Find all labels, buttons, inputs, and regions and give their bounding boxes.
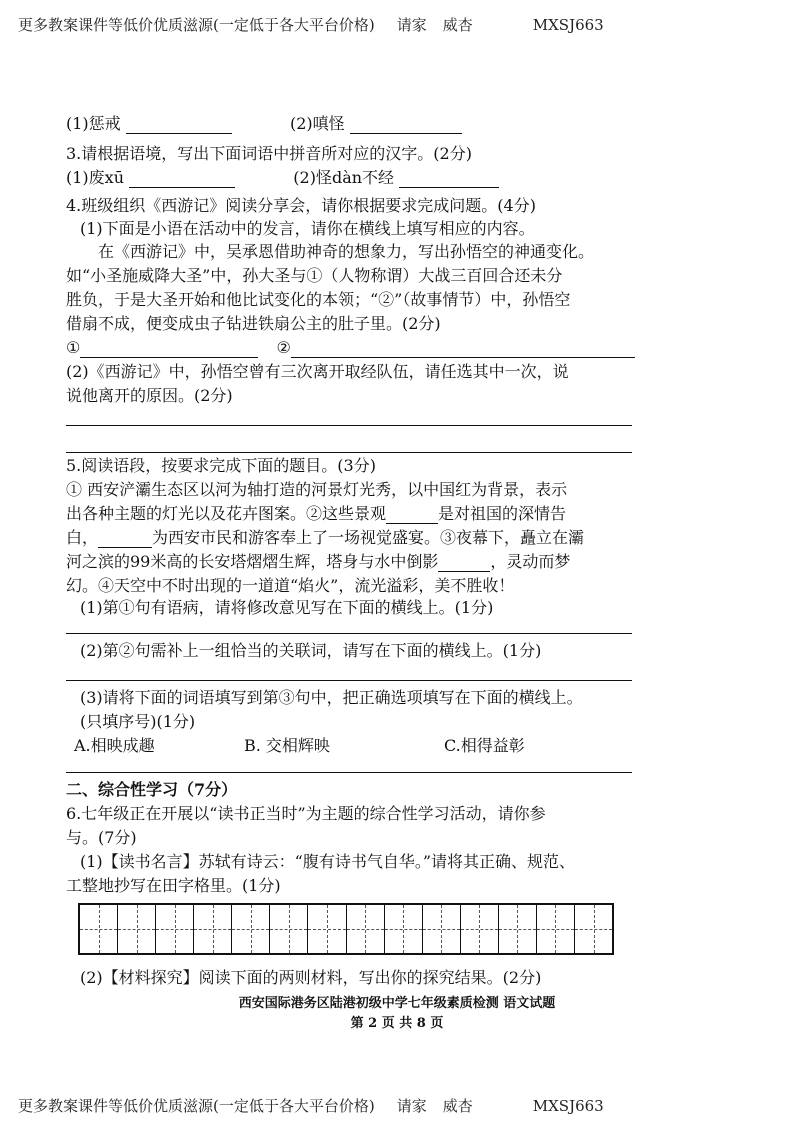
q5-sub2-answer-rule[interactable] [66, 680, 632, 681]
grid-cell[interactable] [461, 905, 499, 953]
banner-code: MXSJ663 [532, 1097, 604, 1115]
q5-sub1-answer-rule[interactable] [66, 633, 632, 634]
q5-para-line4 [66, 552, 570, 572]
q5-option-a: A.相映成趣 [74, 736, 155, 755]
q6-sub2: (2)【材料探究】阅读下面的两则材料，写出你的探究结果。(2分) [80, 968, 542, 987]
q5-sub1: (1)第①句有语病，请将修改意见写在下面的横线上。(1分) [80, 598, 494, 617]
q3-title: 3.请根据语境，写出下面词语中拼音所对应的汉字。(2分) [66, 144, 472, 163]
q5-para-line1: ① 西安浐灞生态区以河为轴打造的河景灯光秀，以中国红为背景，表示 [66, 480, 568, 499]
q4-title: 4.班级组织《西游记》阅读分享会，请你根据要求完成问题。(4分) [66, 196, 536, 215]
q5-para-line3-b: 为西安市民和游客奉上了一场视觉盛宴。③夜幕下，矗立在灞 [152, 528, 585, 547]
q4-sub2-line2: 说他离开的原因。(2分) [66, 386, 233, 405]
q5-sub2: (2)第②句需补上一组恰当的关联词，请写在下面的横线上。(1分) [80, 641, 542, 660]
banner-contact-label: 请家 [396, 1097, 427, 1115]
q6-line1: 6.七年级正在开展以“读书正当时”为主题的综合性学习活动，请你参 [66, 804, 546, 823]
banner-contact-name: 威杏 [442, 16, 473, 34]
q2-item2-blank[interactable] [350, 117, 462, 134]
q3-item1-blank[interactable] [129, 171, 235, 188]
bottom-banner [18, 1095, 604, 1116]
q5-options [74, 736, 525, 756]
grid-cell[interactable] [156, 905, 194, 953]
q4-answer-rule-1[interactable] [66, 425, 632, 426]
q6-line2: 与。(7分) [66, 828, 137, 847]
q5-sub3-answer-rule[interactable] [66, 772, 632, 773]
grid-cell[interactable] [575, 905, 612, 953]
grid-cell[interactable] [270, 905, 308, 953]
q4-sub1-line1: 在《西游记》中，吴承恩借助神奇的想象力，写出孙悟空的神通变化。 [98, 242, 595, 261]
q4-blank2[interactable] [291, 341, 635, 358]
q5-blank-b[interactable] [98, 531, 152, 548]
q3-item2-blank[interactable] [399, 171, 499, 188]
grid-cell[interactable] [80, 905, 118, 953]
q2-items [66, 114, 462, 134]
tianzige-grid[interactable] [78, 903, 614, 955]
grid-cell[interactable] [194, 905, 232, 953]
q3-item2-label: (2)怪dàn不经 [293, 168, 395, 187]
q4-answer-line [66, 338, 635, 358]
grid-cell[interactable] [385, 905, 423, 953]
grid-cell[interactable] [423, 905, 461, 953]
top-banner [18, 14, 604, 35]
grid-cell[interactable] [232, 905, 270, 953]
q6-sub1-line2: 工整地抄写在田字格里。(1分) [66, 876, 281, 895]
q4-blank1-mark: ① [66, 338, 81, 357]
q5-blank-c[interactable] [438, 555, 490, 572]
banner-text: 更多教案课件等低价优质滋源(一定低于各大平台价格) [18, 16, 375, 34]
q4-answer-rule-2[interactable] [66, 452, 632, 453]
q4-sub1-line2: 如“小圣施威降大圣”中，孙大圣与①（人物称谓）大战三百回合还未分 [66, 266, 563, 285]
q5-para-line5: 幻。④天空中不时出现的一道道“焰火”，流光溢彩，美不胜收！ [66, 576, 515, 595]
q4-sub1-line4: 借扇不成，便变成虫子钻进铁扇公主的肚子里。(2分) [66, 314, 441, 333]
banner-contact-label: 请家 [396, 16, 427, 34]
q5-option-c: C.相得益彰 [444, 736, 525, 755]
q5-para-line2-b: 是对祖国的深情告 [438, 504, 567, 523]
q5-option-b: B. 交相辉映 [244, 736, 330, 755]
q2-item2-label: (2)嗔怪 [289, 114, 345, 133]
grid-cell[interactable] [308, 905, 346, 953]
grid-cell[interactable] [347, 905, 385, 953]
q5-para-line3-a: 白， [66, 528, 99, 547]
banner-code: MXSJ663 [532, 16, 604, 34]
q6-sub1-line1: (1)【读书名言】苏轼有诗云：“腹有诗书气自华。”请将其正确、规范、 [80, 852, 576, 871]
q4-blank1[interactable] [80, 341, 258, 358]
q2-item1-blank[interactable] [126, 117, 232, 134]
q4-sub1-line3: 胜负，于是大圣开始和他比试变化的本领；“②”（故事情节）中，孙悟空 [66, 290, 571, 309]
q2-item1-label: (1)惩戒 [66, 114, 121, 133]
footer-school: 西安国际港务区陆港初级中学七年级素质检测 语文试题 [238, 996, 556, 1011]
q5-para-line2 [66, 504, 566, 524]
q5-para-line4-a: 河之滨的99米高的长安塔熠熠生辉，塔身与水中倒影 [66, 552, 439, 571]
grid-cell[interactable] [537, 905, 575, 953]
section2-title: 二、综合性学习（7分） [66, 780, 238, 799]
q4-sub1-intro: (1)下面是小语在活动中的发言，请你在横线上填写相应的内容。 [80, 219, 535, 238]
q5-para-line3 [66, 528, 584, 548]
footer-page: 第 2 页 共 8 页 [350, 1016, 444, 1031]
q5-para-line2-a: 出各种主题的灯光以及花卉图案。②这些景观 [66, 504, 387, 523]
banner-contact-name: 威杏 [442, 1097, 473, 1115]
q5-sub3-line1: (3)请将下面的词语填写到第③句中，把正确选项填写在下面的横线上。 [80, 688, 583, 707]
grid-cell[interactable] [499, 905, 537, 953]
q5-blank-a[interactable] [386, 507, 438, 524]
q4-sub2-line1: (2)《西游记》中，孙悟空曾有三次离开取经队伍，请任选其中一次，说 [66, 362, 569, 381]
q3-items [66, 168, 499, 188]
grid-cell[interactable] [118, 905, 156, 953]
q4-blank2-mark: ② [276, 338, 291, 357]
q5-sub3-line2: (只填序号)(1分) [80, 712, 196, 731]
q3-item1-label: (1)废xū [66, 168, 124, 187]
banner-text: 更多教案课件等低价优质滋源(一定低于各大平台价格) [18, 1097, 375, 1115]
q5-para-line4-b: ，灵动而梦 [490, 552, 571, 571]
q5-title: 5.阅读语段，按要求完成下面的题目。(3分) [66, 456, 376, 475]
